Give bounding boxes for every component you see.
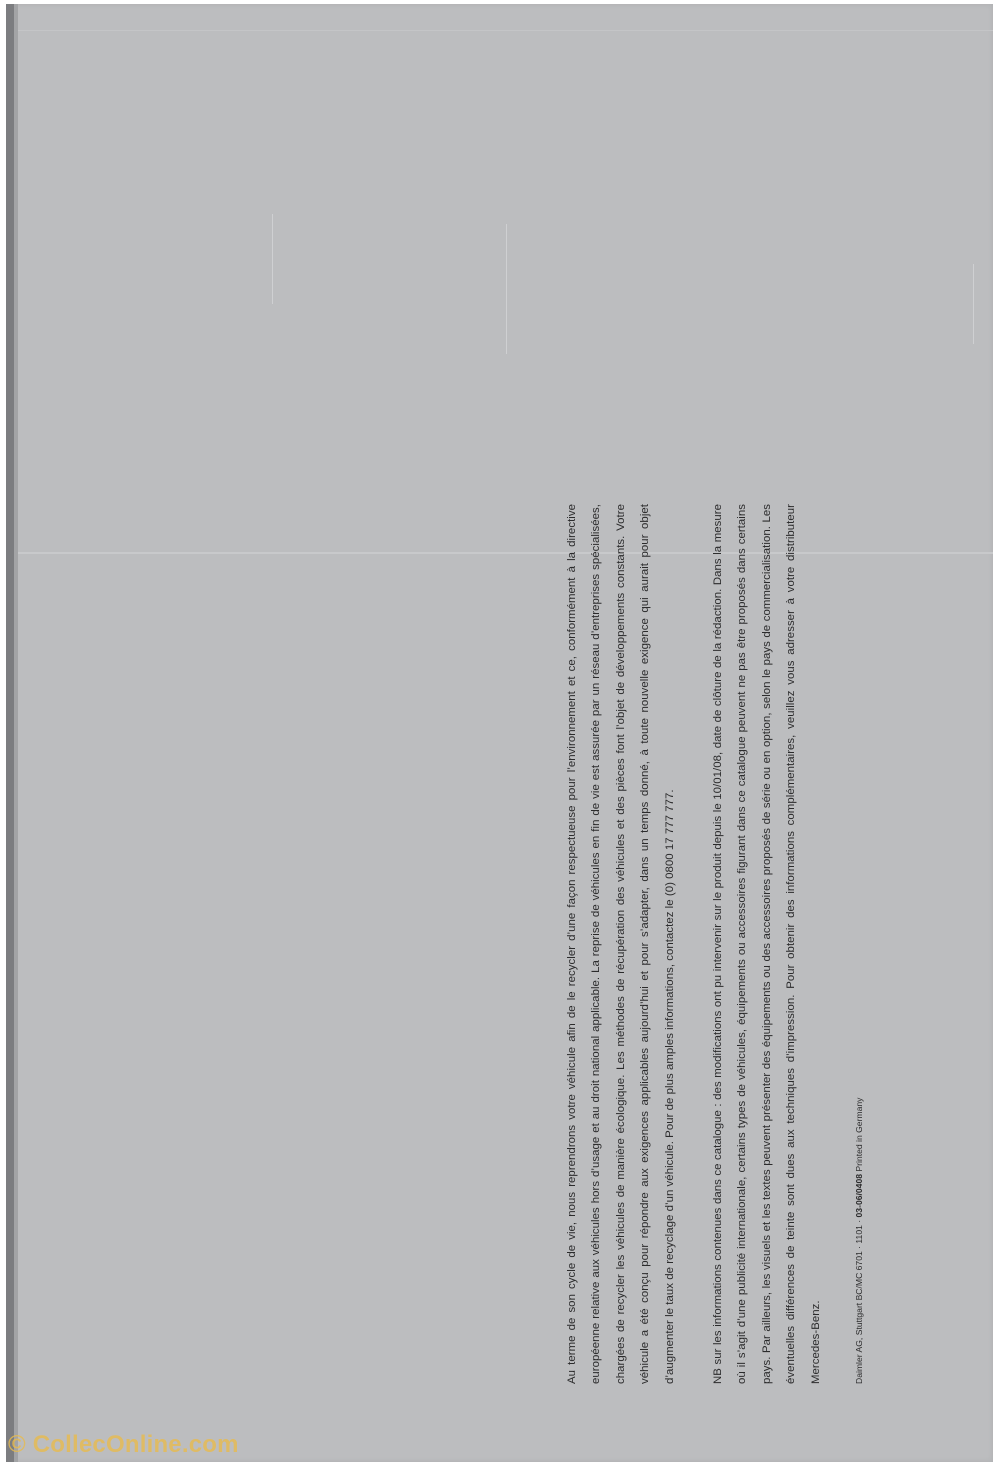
imprint-line bbox=[852, 504, 866, 1384]
rotated-text-block bbox=[560, 504, 866, 1384]
paper-scratch bbox=[506, 224, 507, 354]
top-crease bbox=[18, 30, 993, 31]
disclaimer-paragraph: NB sur les informations contenues dans ce catalogue : des modifications ont pu intervenir sur le produit depuis le 10/01/08, date de clôture de la rédaction. Dans la mesure où il s’agit d’une publicité internationale, certains types de véhicules, équipements ou accessoires figurant dans ce catalogue peuvent ne pas être proposés dans certains pays. Par ailleurs, les visuels et les textes peuvent présenter des équipements ou des accessoires proposés de série ou en option, selon le pays de commercialisation. Les éventuelles différences de teinte sont dues aux techniques d’impression. Pour obtenir des informations complémentaires, veuillez vous adresser à votre distributeur Mercedes-Benz. bbox=[712, 504, 822, 1384]
recycling-paragraph: Au terme de son cycle de vie, nous reprendrons votre véhicule afin de le recycler d’une façon respectueuse pour l’environnement et ce, conformément à la directive européenne relative aux véhicules hors d’usage et au droit national applicable. La reprise de véhicules en fin de vie est assurée par un réseau d’entreprises spécialisées, chargées de recycler les véhicules de manière écologique. Les méthodes de récupération des véhicules et des pièces font l’objet de développements constants. Votre véhicule a été conçu pour répondre aux exigences applicables aujourd’hui et pour s’adapter, dans un temps donné, à toute nouvelle exigence qui aurait pour objet d’augmenter le taux de recyclage d’un véhicule. Pour de plus amples informations, contactez le (0) 0800 17 777 777. bbox=[566, 504, 676, 1384]
paper-scratch bbox=[272, 214, 273, 304]
imprint-code: 03-06/0408 bbox=[854, 1173, 865, 1218]
left-edge-shadow bbox=[6, 4, 14, 1462]
left-edge-gradient bbox=[14, 4, 18, 1462]
imprint-prefix: Daimler AG, Stuttgart BC/MC 6701 · 1101 · bbox=[854, 1217, 865, 1384]
watermark-logo: © CollecOnline.com bbox=[8, 1431, 239, 1458]
paper-scratch bbox=[973, 264, 974, 344]
imprint-suffix: Printed in Germany bbox=[854, 1097, 865, 1174]
